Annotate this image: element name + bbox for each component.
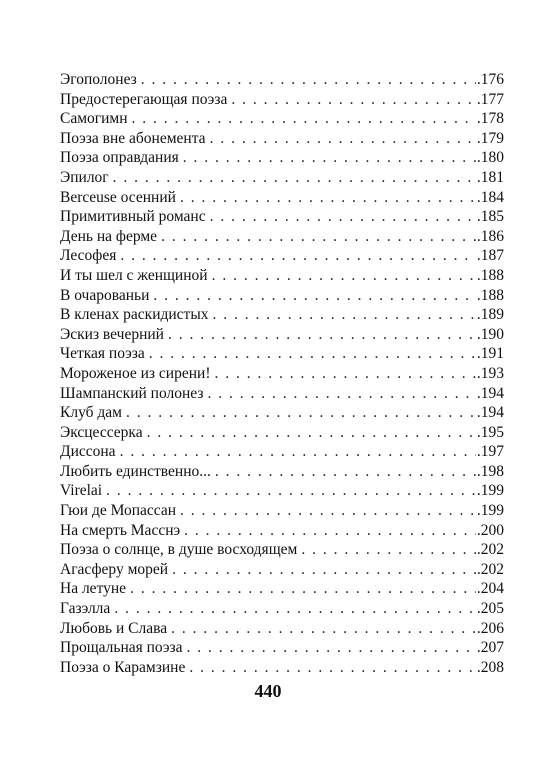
dot-leader — [172, 560, 476, 580]
dot-leader — [207, 384, 475, 404]
toc-entry-page: .205 — [476, 600, 504, 618]
toc-entry — [60, 129, 504, 149]
toc-entry-page: .200 — [476, 521, 504, 539]
dot-leader — [120, 246, 476, 266]
toc-entry — [60, 599, 504, 619]
toc-entry — [60, 619, 504, 639]
dot-leader — [215, 462, 476, 482]
toc-entry — [60, 109, 504, 129]
dot-leader — [212, 266, 476, 286]
dot-leader — [141, 70, 476, 90]
dot-leader — [114, 599, 476, 619]
toc-entry-title: Поэза оправдания — [60, 149, 179, 167]
toc-entry-page: .207 — [476, 639, 504, 657]
toc-entry-title: В очарованьи — [60, 286, 150, 304]
dot-leader — [214, 364, 475, 384]
dot-leader — [149, 344, 476, 364]
toc-entry-title: Газэлла — [60, 600, 111, 618]
toc-entry — [60, 501, 504, 521]
toc-entry — [60, 364, 504, 384]
toc-entry — [60, 286, 504, 306]
toc-entry-page: .208 — [476, 658, 504, 676]
toc-entry-title: Эгополонез — [60, 71, 137, 88]
toc-entry-page: .179 — [476, 129, 504, 147]
dot-leader — [180, 188, 476, 208]
dot-leader — [213, 305, 476, 325]
toc-entry-title: Лесофея — [60, 247, 117, 265]
dot-leader — [210, 207, 476, 227]
toc-entry-title: Самогимн — [60, 110, 128, 128]
toc-entry — [60, 227, 504, 247]
dot-leader — [126, 403, 476, 423]
toc-entry-page: .202 — [476, 560, 504, 578]
toc-entry-page: .190 — [476, 325, 504, 343]
toc-entry — [60, 403, 504, 423]
toc-entry-page: .181 — [476, 168, 504, 186]
dot-leader — [184, 521, 476, 541]
dot-leader — [171, 619, 476, 639]
toc-entry — [60, 148, 504, 168]
toc-entry — [60, 579, 504, 599]
toc-entry-title: В кленах раскидистых — [60, 306, 209, 324]
toc-entry-title: Агасферу морей — [60, 560, 169, 578]
toc-entry — [60, 384, 504, 404]
toc-entry — [60, 246, 504, 266]
dot-leader — [113, 168, 476, 188]
dot-leader — [210, 129, 476, 149]
dot-leader — [120, 442, 476, 462]
toc-entry-title: Прощальная поэза — [60, 639, 183, 657]
dot-leader — [183, 148, 476, 168]
toc-entry-title: День на ферме — [60, 227, 158, 245]
toc-entry-page: .202 — [476, 541, 504, 559]
toc-entry-title: Эпилог — [60, 168, 109, 186]
toc-entry — [60, 442, 504, 462]
toc-entry — [60, 344, 504, 364]
toc-entry-page: .185 — [476, 208, 504, 226]
toc-entry-title: На летуне — [60, 580, 127, 598]
toc-entry — [60, 90, 504, 110]
toc-entry — [60, 70, 504, 90]
toc-entry-title: На смерть Масснэ — [60, 521, 181, 539]
toc-entry-page: .176 — [476, 71, 504, 88]
toc-entry-title: Предостерегающая поэза — [60, 90, 228, 108]
toc-entry-page: .195 — [476, 423, 504, 441]
toc-entry — [60, 521, 504, 541]
toc-entry-title: Клуб дам — [60, 404, 122, 422]
toc-entry-title: Поэза о солнце, в душе восходящем — [60, 541, 298, 559]
dot-leader — [180, 501, 476, 521]
dot-leader — [187, 638, 476, 658]
toc-entry-title: Поэза о Карамзине — [60, 658, 186, 676]
dot-leader — [189, 658, 476, 678]
toc-entry-page: .199 — [476, 482, 504, 500]
toc-entry — [60, 481, 504, 501]
toc-entry-title: Virelai — [60, 482, 103, 500]
dot-leader — [130, 579, 476, 599]
toc-entry-page: .189 — [476, 306, 504, 324]
toc-entry-title: Поэза вне абонемента — [60, 129, 206, 147]
toc-entry-page: .197 — [476, 443, 504, 461]
toc-entry-title: Эксцессерка — [60, 423, 143, 441]
toc-entry-title: Эскиз вечерний — [60, 325, 164, 343]
toc-entry-title: И ты шел с женщиной — [60, 266, 208, 284]
toc-entry-page: .194 — [476, 404, 504, 422]
toc-entry-page: .178 — [476, 110, 504, 128]
toc-entry — [60, 423, 504, 443]
toc-entry-page: .193 — [476, 364, 504, 382]
dot-leader — [161, 227, 476, 247]
toc-entry-title: Четкая поэза — [60, 345, 145, 363]
toc-entry-page: .188 — [476, 286, 504, 304]
toc-entry — [60, 188, 504, 208]
dot-leader — [106, 481, 476, 501]
toc-entry-page: .191 — [476, 345, 504, 363]
page-number: 440 — [254, 681, 282, 701]
dot-leader — [168, 325, 476, 345]
toc-entry — [60, 540, 504, 560]
toc-entry-title: Гюи де Мопассан — [60, 502, 177, 520]
toc-entry-page: .204 — [476, 580, 504, 598]
toc-entry-page: .199 — [476, 502, 504, 520]
table-of-contents — [60, 70, 504, 677]
toc-entry — [60, 462, 504, 482]
toc-entry-title: Примитивный романс — [60, 208, 206, 226]
toc-entry-title: Шампанский полонез — [60, 384, 204, 402]
toc-entry-page: .177 — [476, 90, 504, 108]
toc-entry-page: .184 — [476, 188, 504, 206]
toc-entry-page: .186 — [476, 227, 504, 245]
toc-entry-page: .194 — [476, 384, 504, 402]
toc-entry — [60, 638, 504, 658]
toc-entry-page: .187 — [476, 247, 504, 265]
toc-entry-title: Berceuse осенний — [60, 188, 176, 206]
dot-leader — [147, 423, 476, 443]
toc-entry — [60, 560, 504, 580]
toc-entry-page: .188 — [476, 266, 504, 284]
toc-entry-title: Мороженое из сирени! — [60, 364, 211, 382]
toc-entry — [60, 305, 504, 325]
dot-leader — [132, 109, 476, 129]
toc-entry-title: Диссона — [60, 443, 116, 461]
toc-entry-page: .198 — [476, 462, 504, 480]
toc-entry — [60, 266, 504, 286]
toc-entry — [60, 168, 504, 188]
toc-entry-page: .206 — [476, 619, 504, 637]
toc-entry-title: Любовь и Слава — [60, 619, 168, 637]
dot-leader — [301, 540, 476, 560]
toc-entry — [60, 325, 504, 345]
dot-leader — [231, 90, 476, 110]
dot-leader — [153, 286, 475, 306]
toc-entry-page: .180 — [476, 149, 504, 167]
toc-entry — [60, 658, 504, 678]
toc-entry — [60, 207, 504, 227]
toc-entry-title: Любить единственно... — [60, 462, 211, 480]
